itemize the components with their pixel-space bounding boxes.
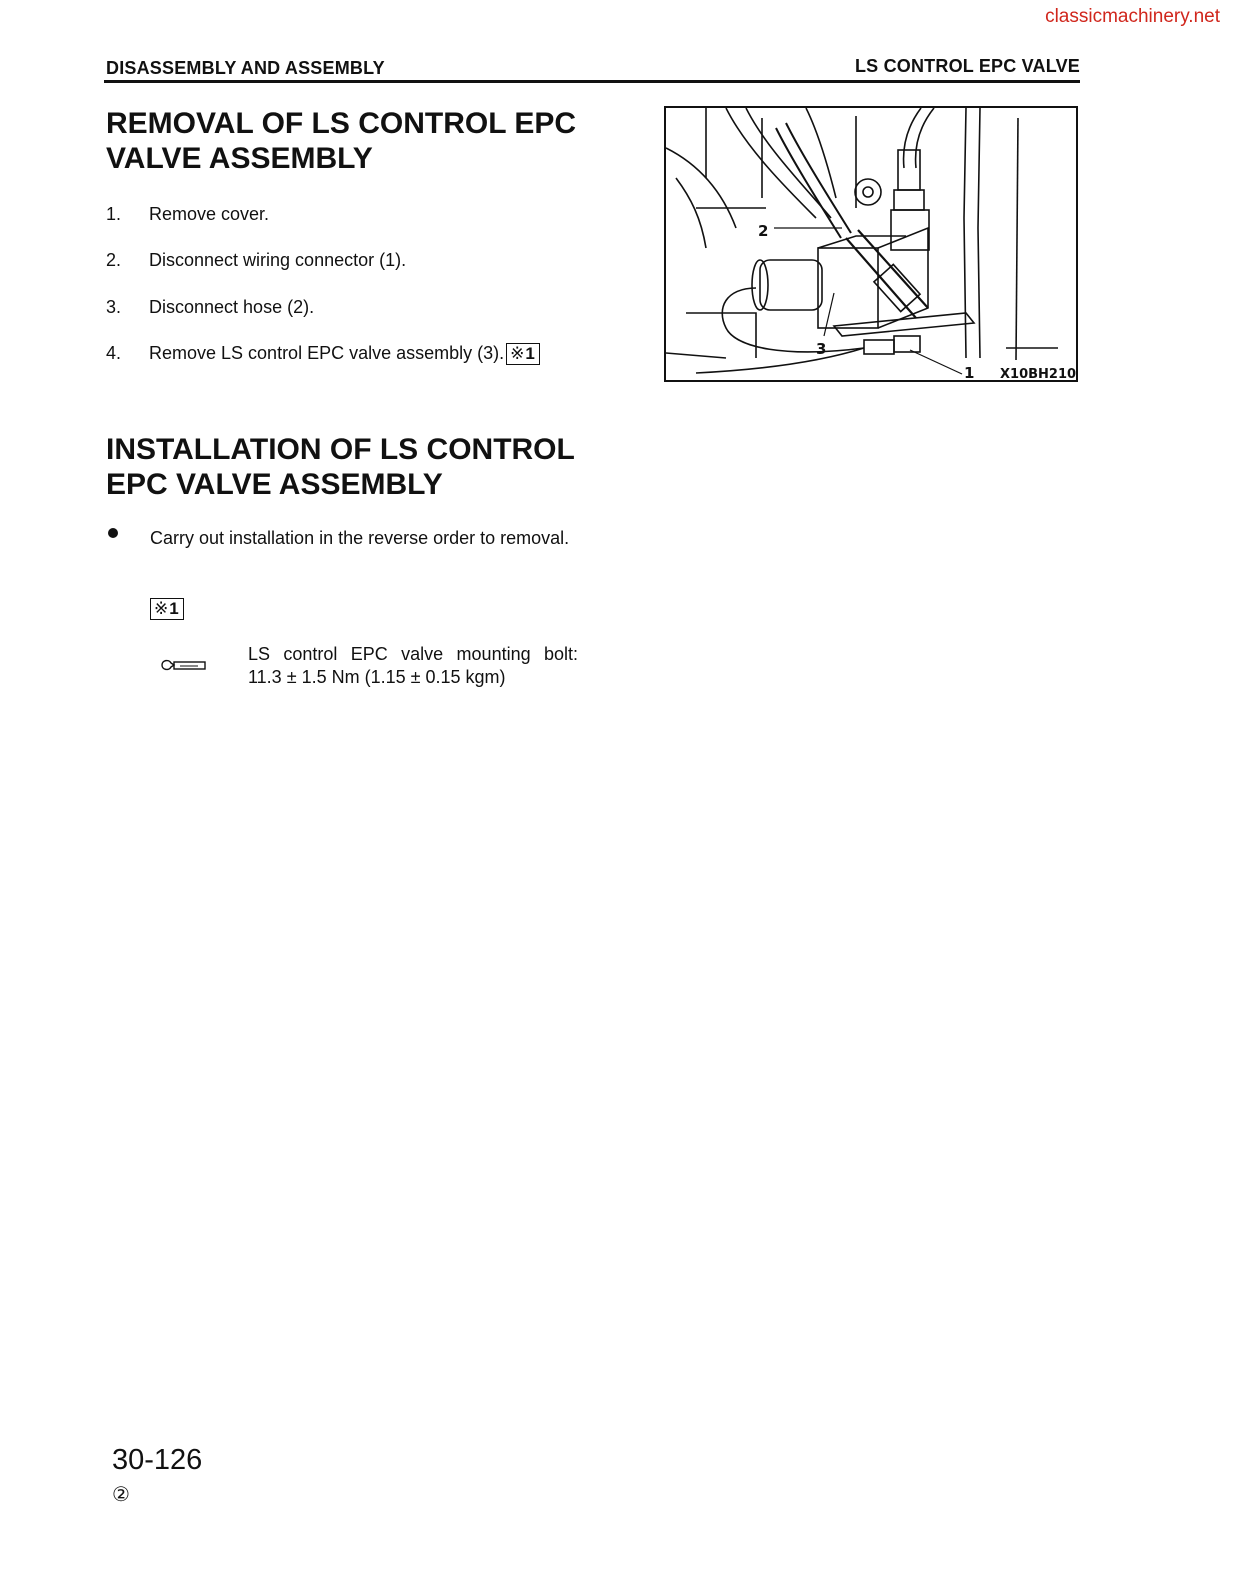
figure-code: X10BH210 [1000, 367, 1076, 380]
step-text: Remove cover. [149, 204, 270, 224]
bullet-dot [108, 528, 118, 538]
removal-step-3 [106, 296, 606, 320]
watermark: classicmachinery.net [1045, 6, 1220, 27]
removal-step-4 [106, 342, 606, 368]
step-text: Disconnect wiring connector (1). [149, 250, 407, 270]
torque-spec-line-1: LS control EPC valve mounting bolt: [248, 644, 578, 664]
step-number: 1. [106, 204, 122, 224]
header-section: DISASSEMBLY AND ASSEMBLY [106, 58, 385, 78]
page-number: 30-126 [112, 1444, 203, 1476]
installation-note: Carry out installation in the reverse order to removal. [150, 528, 570, 548]
figure-label-3: 3 [816, 340, 827, 358]
step-text: Disconnect hose (2). [149, 297, 315, 317]
installation-reference-mark [150, 598, 184, 620]
step-number: 3. [106, 297, 122, 317]
reference-mark-box [150, 598, 184, 620]
header-rule [104, 80, 1080, 83]
removal-step-1 [106, 203, 606, 227]
epc-valve-figure [664, 106, 1078, 382]
reference-mark-symbol: ※ [154, 599, 170, 618]
installation-title: INSTALLATION OF LS CONTROL EPC VALVE ASSEMBLY [106, 433, 575, 501]
reference-mark [506, 343, 540, 365]
figure-label-1: 1 [964, 364, 975, 380]
step-text: Remove LS control EPC valve assembly (3). [149, 343, 505, 363]
reference-mark-symbol: ※ [510, 344, 526, 364]
torque-spec [248, 643, 578, 689]
step-4-line [149, 342, 540, 365]
removal-title: REMOVAL OF LS CONTROL EPC VALVE ASSEMBLY [106, 107, 577, 175]
torque-spec-line-2: 11.3 ± 1.5 Nm (1.15 ± 0.15 kgm) [248, 667, 506, 687]
reference-mark-number: 1 [525, 344, 536, 364]
revision-mark: ② [112, 1484, 130, 1506]
figure-label-2: 2 [758, 222, 769, 240]
step-number: 4. [106, 343, 122, 363]
header-topic: LS CONTROL EPC VALVE [854, 56, 1080, 76]
torque-wrench-icon [160, 657, 208, 682]
removal-step-2 [106, 249, 606, 273]
step-number: 2. [106, 250, 122, 270]
reference-mark-number: 1 [169, 599, 180, 618]
epc-valve-illustration [666, 108, 1076, 380]
